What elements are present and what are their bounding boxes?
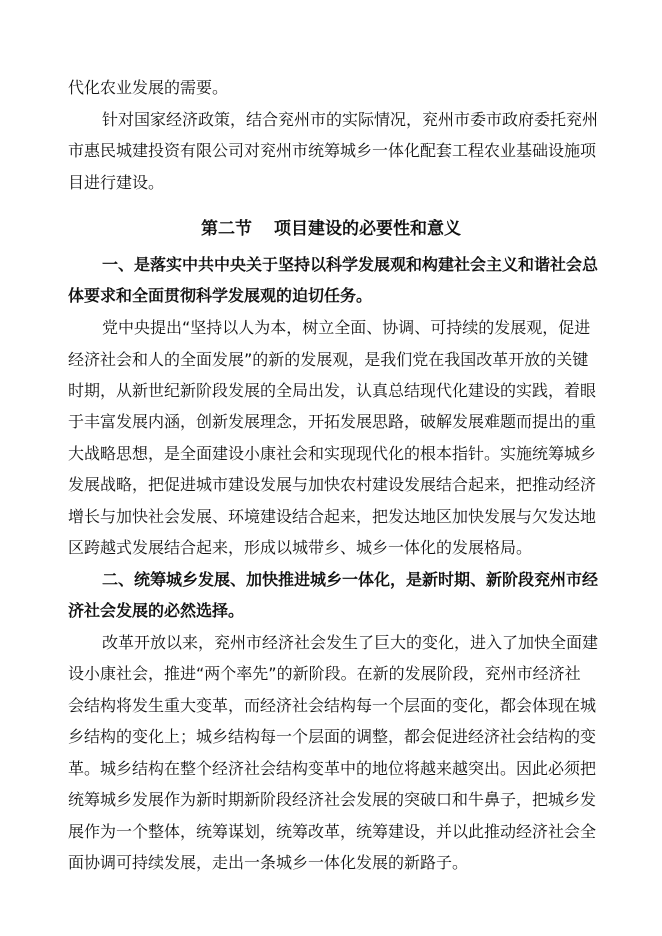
point-two-heading-line-1: 二、统筹城乡发展、加快推进城乡一体化，是新时期、新阶段兖州市经 [102,570,599,589]
point-one-body-line-5: 大战略思想，是全面建设小康社会和实现现代化的根本指针。实施统筹城乡 [68,444,597,463]
section-title: 项目建设的必要性和意义 [274,219,461,239]
intro-line-4: 目进行建设。 [68,173,165,192]
point-two-body-line-7: 展作为一个整体，统筹谋划，统筹改革，统筹建设，并以此推动经济社会全 [68,822,597,841]
point-two-body-line-5: 革。城乡结构在整个经济社会结构变革中的地位将越来越突出。因此必须把 [68,759,597,778]
point-two-body-line-2: 设小康社会，推进“两个率先”的新阶段。在新的发展阶段，兖州市经济社 [68,664,581,683]
point-one-heading-line-2: 体要求和全面贯彻科学发展观的迫切任务。 [68,286,373,305]
point-one-body-line-4: 于丰富发展内涵，创新发展理念，开拓发展思路，破解发展难题而提出的重 [68,412,597,431]
point-two-body-line-4: 乡结构的变化上；城乡结构每一个层面的调整，都会促进经济社会结构的变 [68,727,597,746]
point-one-body-line-6: 发展战略，把促进城市建设发展与加快农村建设发展结合起来，把推动经济 [68,475,597,494]
point-one-body-line-7: 增长与加快社会发展、环境建设结合起来，把发达地区加快发展与欠发达地 [68,507,597,526]
point-one-body-line-1: 党中央提出“坚持以人为本，树立全面、协调、可持续的发展观，促进 [102,318,591,337]
point-one-body-line-2: 经济社会和人的全面发展”的新的发展观，是我们党在我国改革开放的关键 [68,350,589,369]
point-two-body-line-8: 面协调可持续发展，走出一条城乡一体化发展的新路子。 [68,853,469,872]
point-one-body-line-8: 区跨越式发展结合起来，形成以城带乡、城乡一体化的发展格局。 [68,538,533,557]
point-two-body-line-1: 改革开放以来，兖州市经济社会发生了巨大的变化，进入了加快全面建 [102,633,599,652]
point-two-body-line-3: 会结构将发生重大变革，而经济社会结构每一个层面的变化，都会体现在城 [68,696,597,715]
point-one-heading-line-1: 一、是落实中共中央关于坚持以科学发展观和构建社会主义和谐社会总 [102,255,599,274]
section-heading [0,218,662,240]
section-number: 第二节 [201,219,252,239]
point-two-body-line-6: 统筹城乡发展作为新时期新阶段经济社会发展的突破口和牛鼻子，把城乡发 [68,790,597,809]
intro-line-3: 市惠民城建投资有限公司对兖州市统筹城乡一体化配套工程农业基础设施项 [68,141,597,160]
point-two-heading-line-2: 济社会发展的必然选择。 [68,601,245,620]
point-one-body-line-3: 时期，从新世纪新阶段发展的全局出发，认真总结现代化建设的实践，着眼 [68,381,597,400]
intro-line-2: 针对国家经济政策，结合兖州市的实际情况，兖州市委市政府委托兖州 [102,110,599,129]
intro-line-1: 代化农业发展的需要。 [68,78,229,97]
